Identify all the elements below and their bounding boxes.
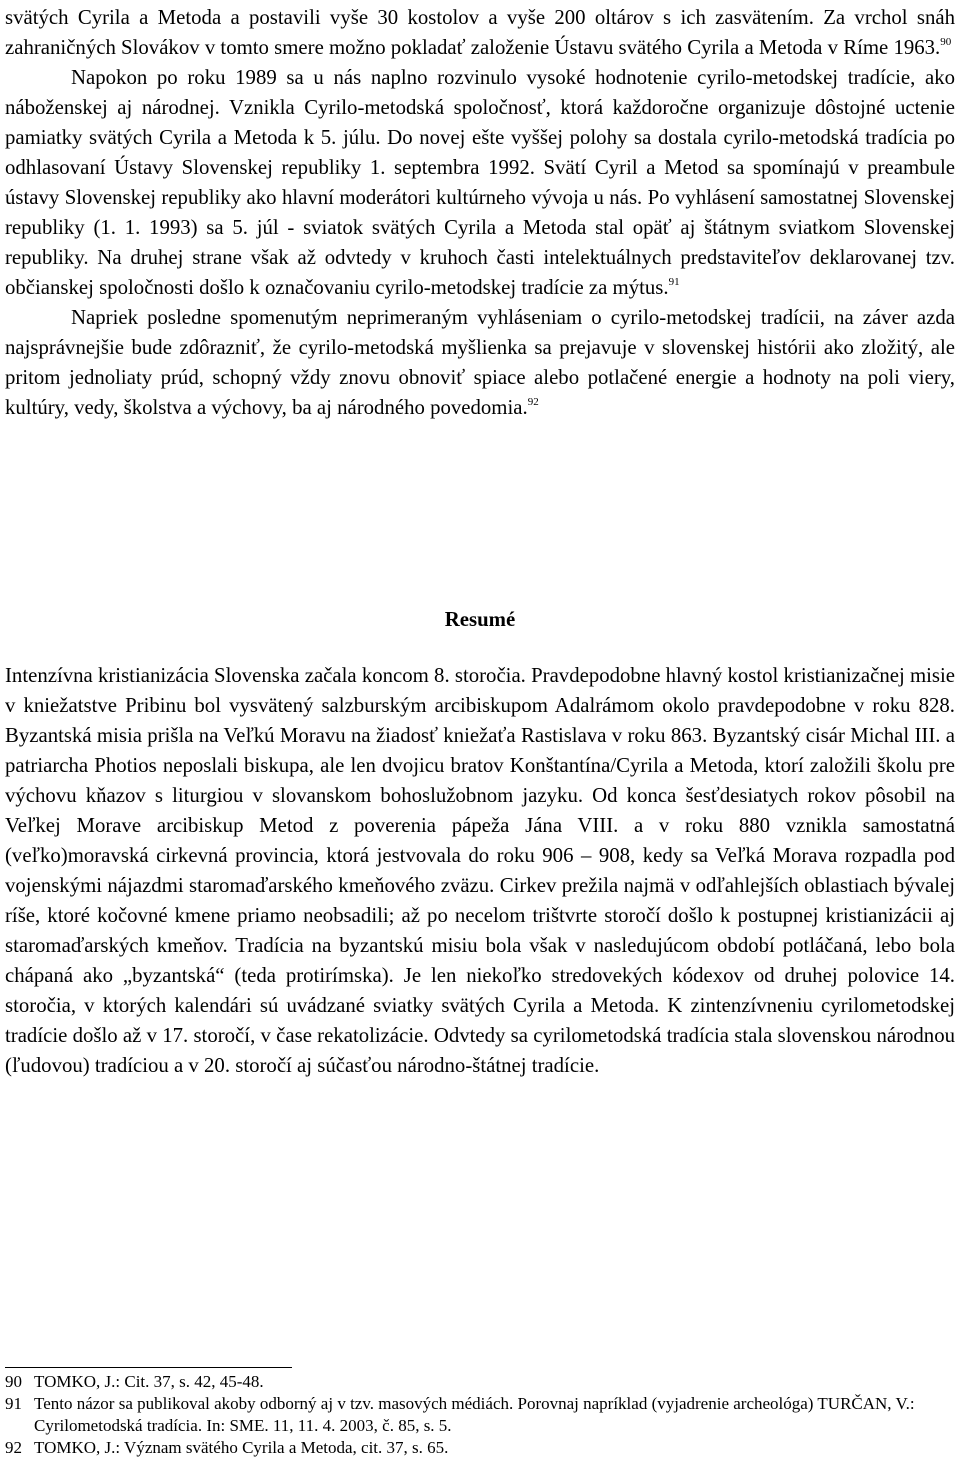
- paragraph-continuation: [5, 3, 955, 63]
- footnote-ref: 91: [668, 276, 680, 288]
- resume-section: [5, 661, 955, 1081]
- footnote-text: TOMKO, J.: Cit. 37, s. 42, 45-48.: [34, 1372, 264, 1391]
- footnote-number: 90: [5, 1372, 22, 1391]
- footnote-number: 91: [5, 1394, 22, 1413]
- footnote-number: 92: [5, 1438, 22, 1457]
- footnote-text: TOMKO, J.: Význam svätého Cyrila a Metoda, cit. 37, s. 65.: [34, 1438, 449, 1457]
- footnotes: [5, 1371, 955, 1459]
- footnote-ref: 90: [940, 36, 952, 48]
- body-text: [5, 3, 955, 423]
- footnote-ref: 92: [527, 396, 539, 408]
- paragraph-conclusion: [5, 303, 955, 423]
- footnote-item: [5, 1437, 955, 1459]
- resume-text: Intenzívna kristianizácia Slovenska začala koncom 8. storočia. Pravdepodobne hlavný kostol kristianizačnej misie v kniežatstve Pribinu bol vysvätený salzburským arcibiskupom Adalrámom okolo pravdepodobne v roku 828. Byzantská misia prišla na Veľkú Moravu na žiadosť kniežaťa Rastislava v roku 863. Byzantský cisár Michal III. a patriarcha Photios neposlali biskupa, ale len dvojicu bratov Konštantína/Cyrila a Metoda, ktorí založili školu pre výchovu kňazov s liturgiou v slovanskom bohoslužobnom jazyku. Od konca šesťdesiatych rokov pôsobil na Veľkej Morave arcibiskup Metod z poverenia pápeža Jána VIII. a v roku 880 vznikla samostatná (veľko)moravská cirkevná provincia, ktorá jestvovala do roku 906 – 908, kedy sa Veľká Morava rozpadla pod vojenskými nájazdmi staromaďarského kmeňového zväzu. Cirkev prežila najmä v odľahlejších oblastiach bývalej ríše, ktoré kočovné kmene priamo neobsadili; až po necelom trištvrte storočí došlo k postupnej kristianizácii aj staromaďarských kmeňov. Tradícia na byzantskú misiu bola však v nasledujúcom období potláčaná, lebo bola chápaná ako „byzantská“ (teda protirímska). Je len niekoľko stredovekých kódexov od druhej polovice 14. storočia, v ktorých kalendári sú uvádzané sviatky svätých Cyrila a Metoda. K zintenzívneniu cyrilometodskej tradície došlo až v 17. storočí, v čase rekatolizácie. Odvtedy sa cyrilometodská tradícia stala slovenskou národnou (ľudovou) tradíciou a v 20. storočí aj súčasťou národno-štátnej tradície.: [5, 664, 956, 1077]
- paragraph-text: Napriek posledne spomenutým neprimeraným vyhláseniam o cyrilo-metodskej tradícii, na záver azda najsprávnejšie bude zdôrazniť, že cyrilo-metodská myšlienka sa prejavuje v slovenskej histórii ako zložitý, ale pritom jednoliaty prúd, schopný vždy znovu obnoviť spiace alebo potlačené energie a hodnoty na poli viery, kultúry, vedy, školstva a výchovy, ba aj národného povedomia.: [5, 306, 955, 419]
- footnote-divider: [5, 1367, 292, 1368]
- footnote-item: [5, 1371, 955, 1393]
- resume-heading: Resumé: [444, 608, 516, 631]
- footnote-text: Tento názor sa publikoval akoby odborný aj v tzv. masových médiách. Porovnaj napríklad (vyjadrenie archeológa) TURČAN, V.: Cyrilometodská tradícia. In: SME. 11, 11. 4. 2003, č. 85, s. 5.: [34, 1394, 915, 1435]
- paragraph-text: svätých Cyrila a Metoda a postavili vyše 30 kostolov a vyše 200 oltárov s ich zasvätením. Za vrchol snáh zahraničných Slovákov v tomto smere možno pokladať založenie Ústavu svätého Cyrila a Metoda v Ríme 1963.: [5, 6, 955, 59]
- footnote-item: [5, 1393, 955, 1437]
- paragraph-text: Napokon po roku 1989 sa u nás naplno rozvinulo vysoké hodnotenie cyrilo-metodskej tradície, ako náboženskej aj národnej. Vznikla Cyrilo-metodská spoločnosť, ktorá každoročne organizuje dôstojné uctenie pamiatky svätých Cyrila a Metoda k 5. júlu. Do novej ešte vyššej polohy sa dostala cyrilo-metodská tradícia po odhlasovaní Ústavy Slovenskej republiky 1. septembra 1992. Svätí Cyril a Metod sa spomínajú v preambule ústavy Slovenskej republiky ako hlavní moderátori kultúrneho vývoja u nás. Po vyhlásení samostatnej Slovenskej republiky (1. 1. 1993) sa 5. júl - sviatok svätých Cyrila a Metoda stal opäť aj štátnym sviatkom Slovenskej republiky. Na druhej strane však až odvtedy v kruhoch časti intelektuálnych predstaviteľov deklarovanej tzv. občianskej spoločnosti došlo k označovaniu cyrilo-metodskej tradície za mýtus.: [5, 66, 955, 299]
- paragraph-after-1989: [5, 63, 955, 303]
